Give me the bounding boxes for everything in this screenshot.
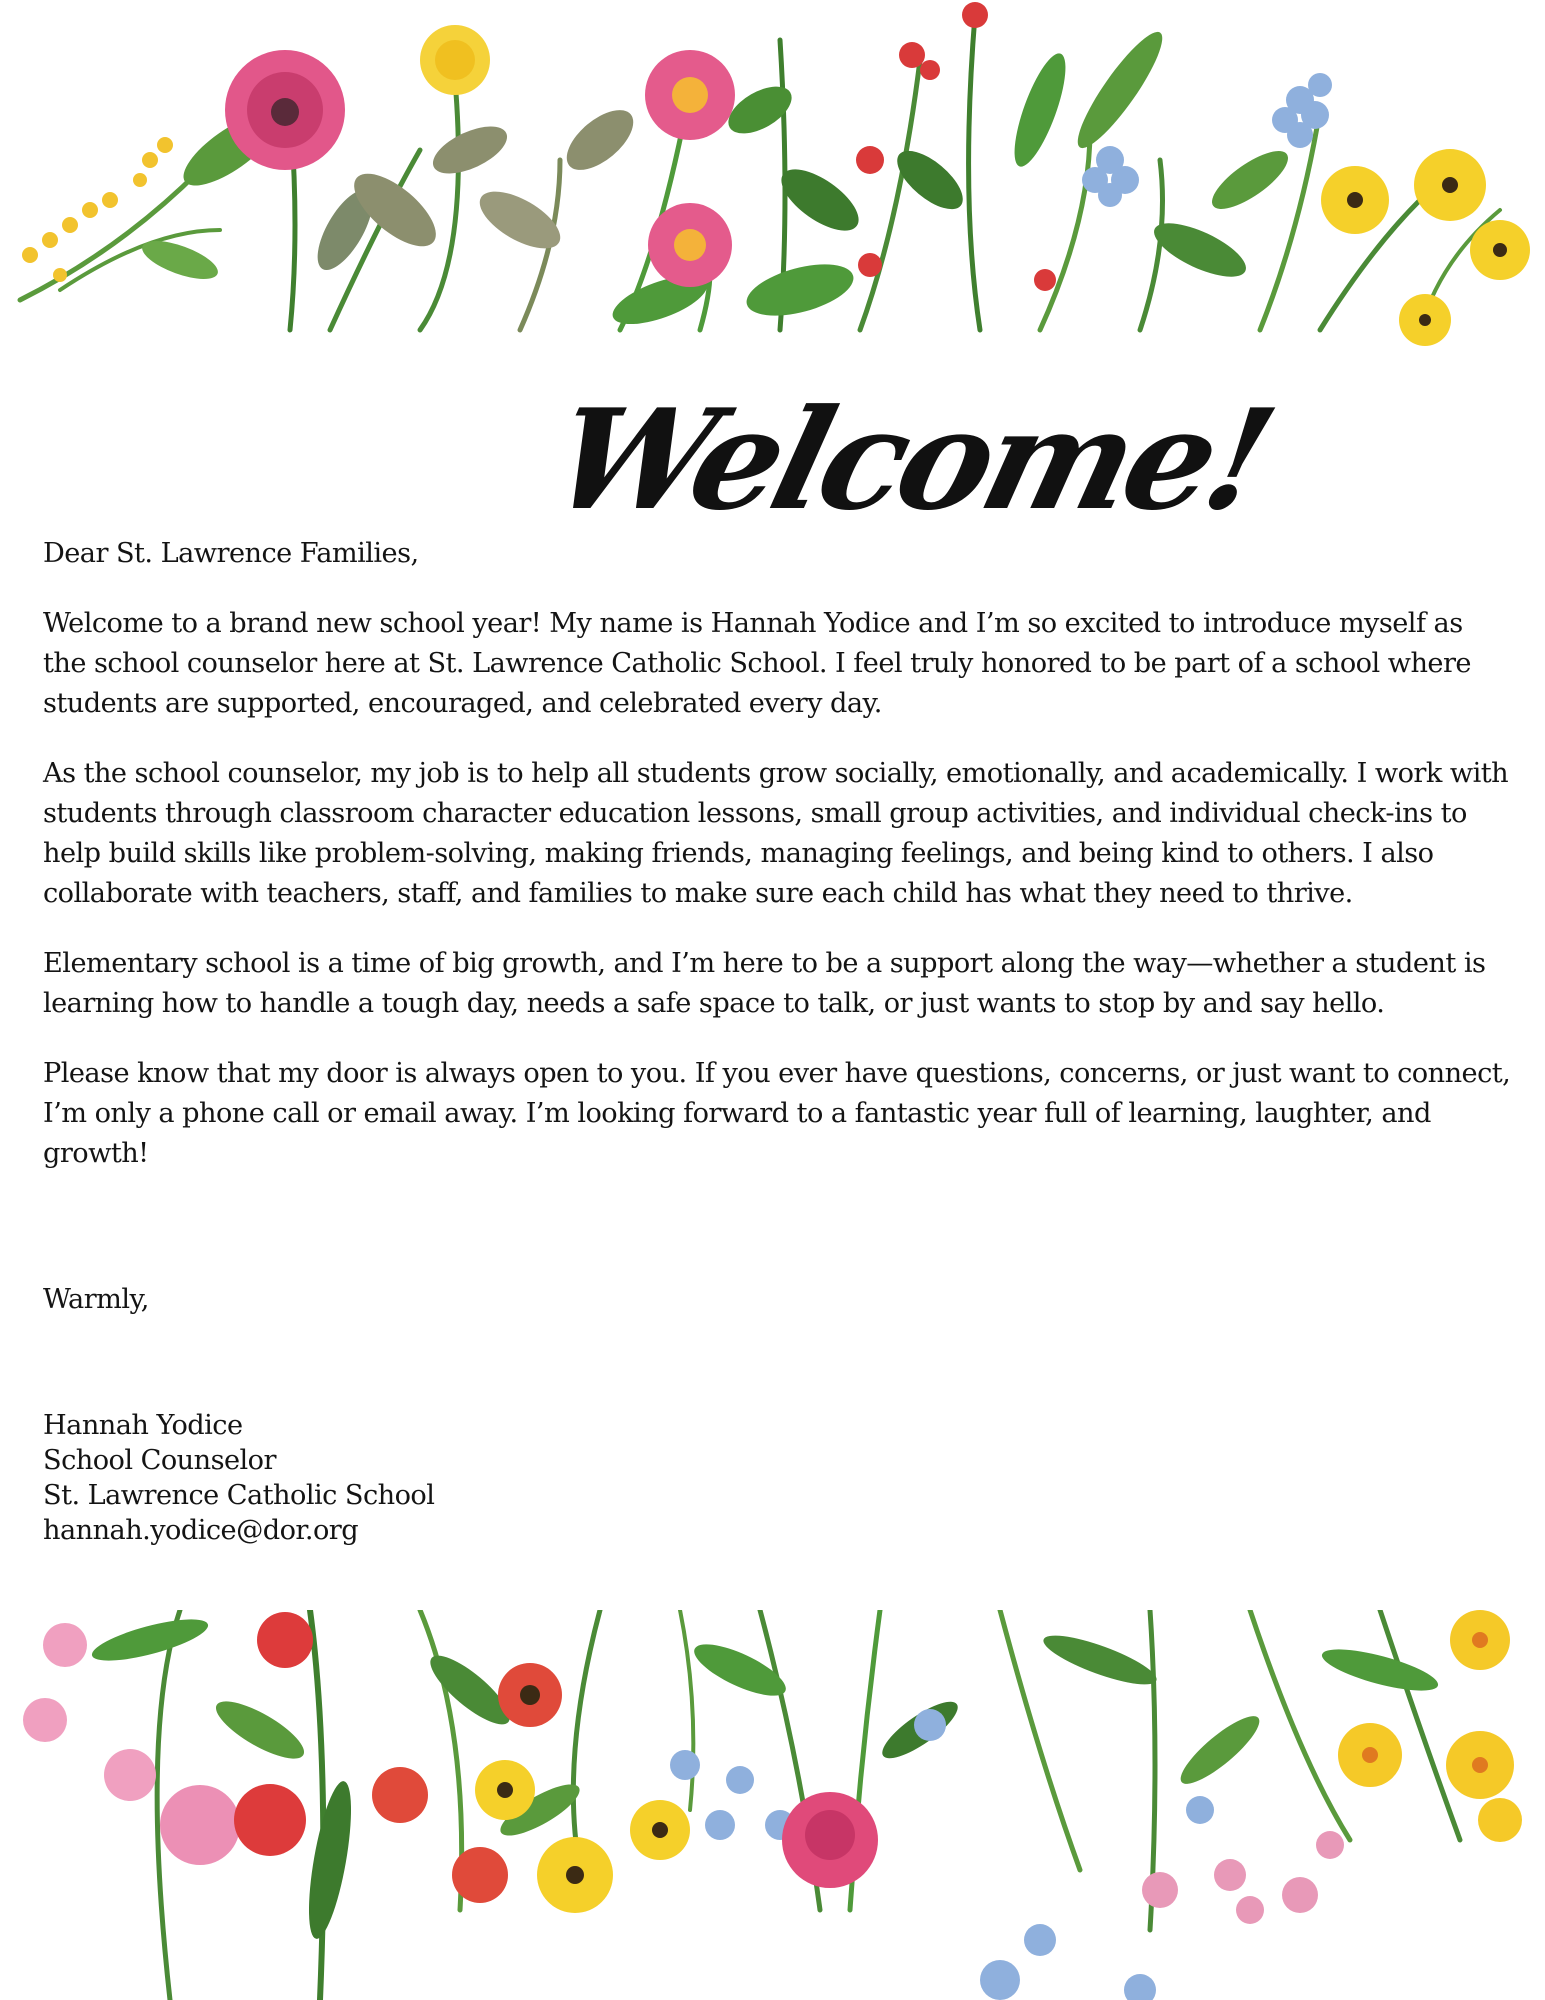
closing: Warmly, bbox=[43, 1284, 149, 1315]
signature-block bbox=[43, 1408, 1513, 1548]
welcome-heading: Welcome! bbox=[537, 378, 1285, 541]
paragraph-2: As the school counselor, my job is to help all students grow socially, emotionally, and academically. I work with students through classroom character education lessons, small group activities, and individual check-ins to help build skills like problem-solving, making friends, managing feelings, and being kind to others. I also collaborate with teachers, staff, and families to make sure each child has what they need to thrive. bbox=[43, 758, 1509, 909]
letter-body bbox=[43, 534, 1513, 1548]
signature-email: hannah.yodice@dor.org bbox=[43, 1515, 359, 1546]
top-floral-border bbox=[0, 0, 1545, 380]
signature-school: St. Lawrence Catholic School bbox=[43, 1480, 435, 1511]
paragraph-4: Please know that my door is always open to you. If you ever have questions, concerns, or just want to connect, I’m only a phone call or email away. I’m looking forward to a fantastic year full of learning, laughter, and growth! bbox=[43, 1058, 1511, 1169]
paragraph-1: Welcome to a brand new school year! My name is Hannah Yodice and I’m so excited to introduce myself as the school counselor here at St. Lawrence Catholic School. I feel truly honored to be part of a school where students are supported, encouraged, and celebrated every day. bbox=[43, 608, 1471, 719]
signature-name: Hannah Yodice bbox=[43, 1410, 243, 1441]
salutation: Dear St. Lawrence Families, bbox=[43, 538, 419, 569]
bottom-floral-border bbox=[0, 1610, 1545, 2000]
signature-role: School Counselor bbox=[43, 1445, 276, 1476]
paragraph-3: Elementary school is a time of big growth, and I’m here to be a support along the way—whether a student is learning how to handle a tough day, needs a safe space to talk, or just wants to stop by and say hello. bbox=[43, 948, 1486, 1019]
